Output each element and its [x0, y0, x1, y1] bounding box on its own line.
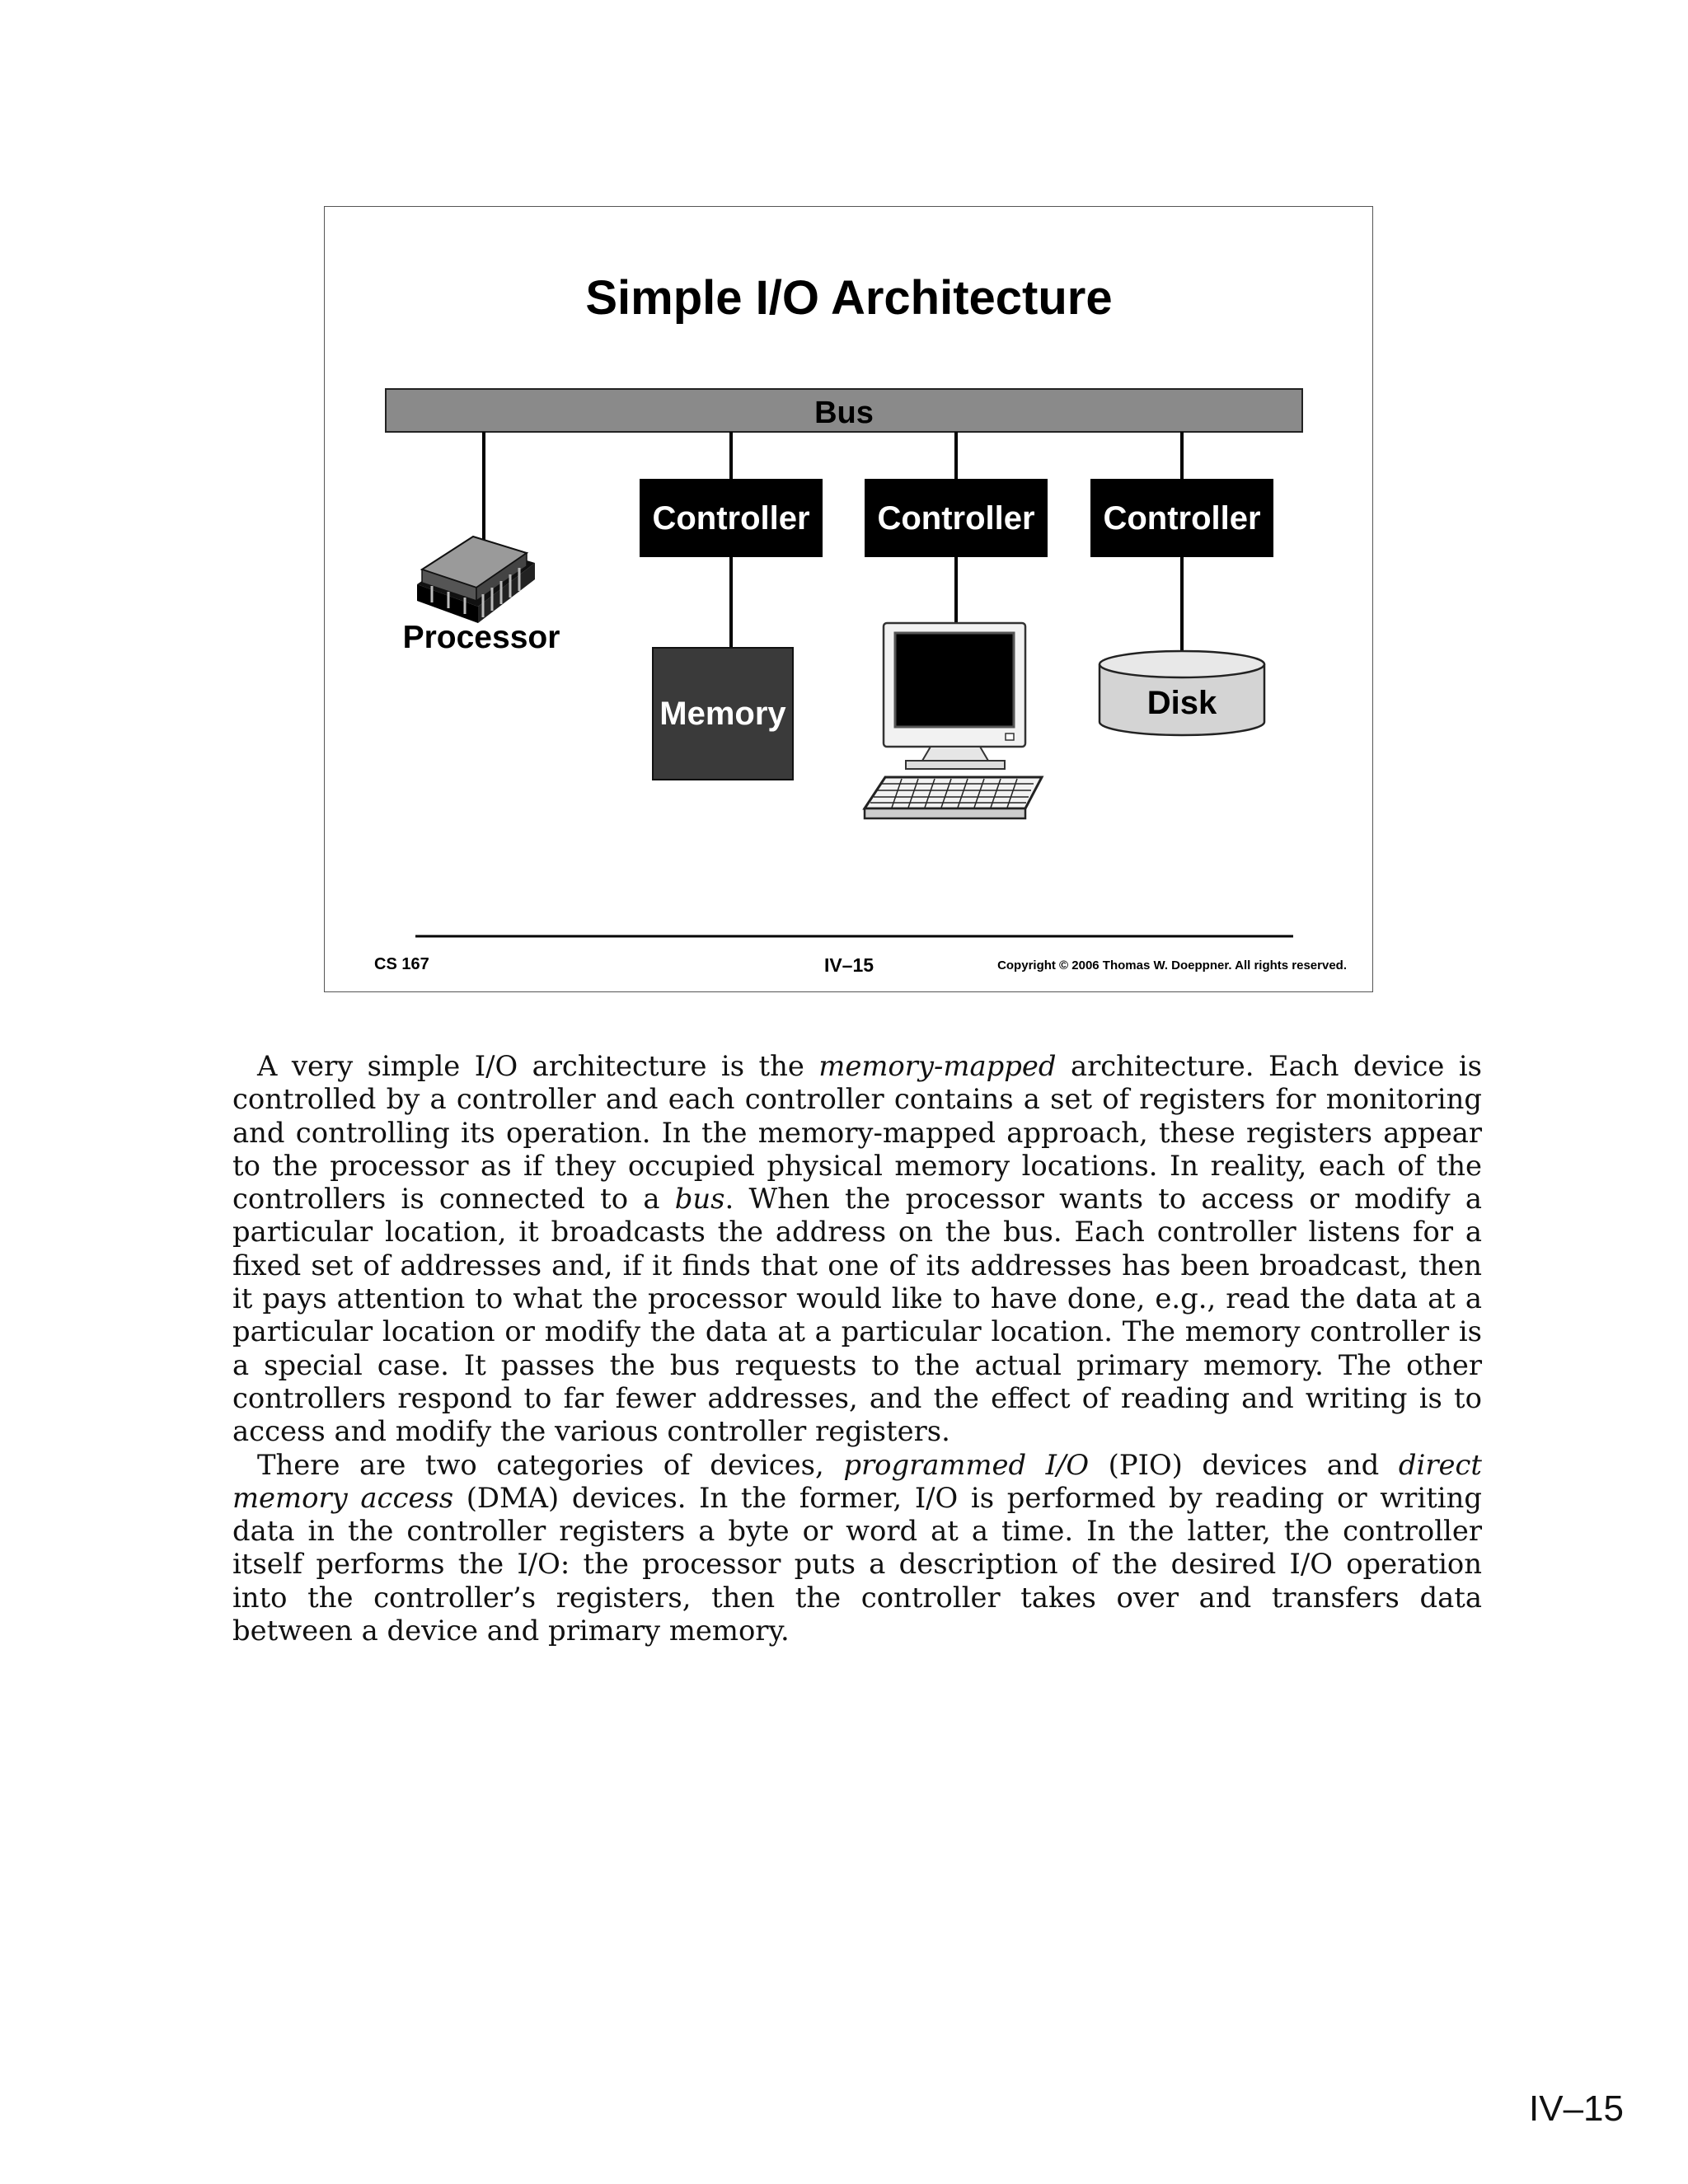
processor-chip-icon: [417, 537, 535, 623]
slide-title: Simple I/O Architecture: [585, 271, 1113, 325]
paragraph-1: [232, 1050, 1482, 1449]
keyboard-icon: [865, 777, 1042, 818]
bus-label: Bus: [814, 396, 874, 430]
emphasis: direct memory access: [232, 1448, 1482, 1514]
controller-memory: [640, 479, 823, 557]
monitor-icon: [884, 623, 1025, 769]
footer-copyright: Copyright © 2006 Thomas W. Doeppner. All rights reserved.: [997, 958, 1347, 972]
slide: [324, 206, 1373, 992]
memory-label: Memory: [659, 696, 786, 732]
emphasis: programmed I/O: [843, 1448, 1090, 1481]
paragraph-2: [232, 1449, 1482, 1648]
disk-label: Disk: [1146, 685, 1217, 721]
controller-label: Controller: [1103, 500, 1261, 537]
architecture-diagram: [325, 207, 1374, 993]
text-run: (DMA) devices. In the former, I/O is performed by reading or writing data in the controller registers a byte or word at a time. In the latter, the controller itself performs the I/O: the processor puts a description of the desired I/O operation into the controller’s registers, then the controller takes over and transfers data between a device and primary memory.: [232, 1481, 1482, 1647]
text-run: A very simple I/O architecture is the: [257, 1050, 819, 1082]
disk-cylinder: [1100, 651, 1264, 735]
emphasis: memory-mapped: [818, 1050, 1057, 1082]
text-run: . When the processor wants to access or modify a particular location, it broadcasts the address on the bus. Each controller listens for a fixed set of addresses and, if it finds that one of its addresses has been broadcast, then it pays attention to what the processor would like to have done, e.g., read the data at a particular location or modify the data at a particular location. The memory controller is a special case. It passes the bus requests to the actual primary memory. The other controllers respond to far fewer addresses, and the effect of reading and writing is to access and modify the various controller registers.: [232, 1183, 1482, 1448]
bus-connectors: [484, 432, 1182, 660]
text-run: (PIO) devices and: [1089, 1448, 1399, 1481]
controller-display: [865, 479, 1048, 557]
page-number: IV–15: [1529, 2088, 1624, 2129]
footer-slide-number: IV–15: [823, 954, 874, 976]
controller-label: Controller: [877, 500, 1035, 537]
processor-label: Processor: [402, 620, 560, 655]
emphasis: bus: [674, 1183, 725, 1216]
text-run: There are two categories of devices,: [257, 1448, 844, 1481]
controller-label: Controller: [652, 500, 810, 537]
memory-block: [653, 648, 793, 780]
text-run: architecture. Each device is controlled by a controller and each controller contains a set of registers for monitoring and controlling its operation. In the memory-mapped approach, these registers appear to the processor as if they occupied physical memory locations. In reality, each of the controllers is connected to a: [232, 1050, 1482, 1216]
body-text: [232, 1050, 1482, 1647]
controller-disk: [1090, 479, 1273, 557]
footer-course: CS 167: [374, 955, 429, 973]
